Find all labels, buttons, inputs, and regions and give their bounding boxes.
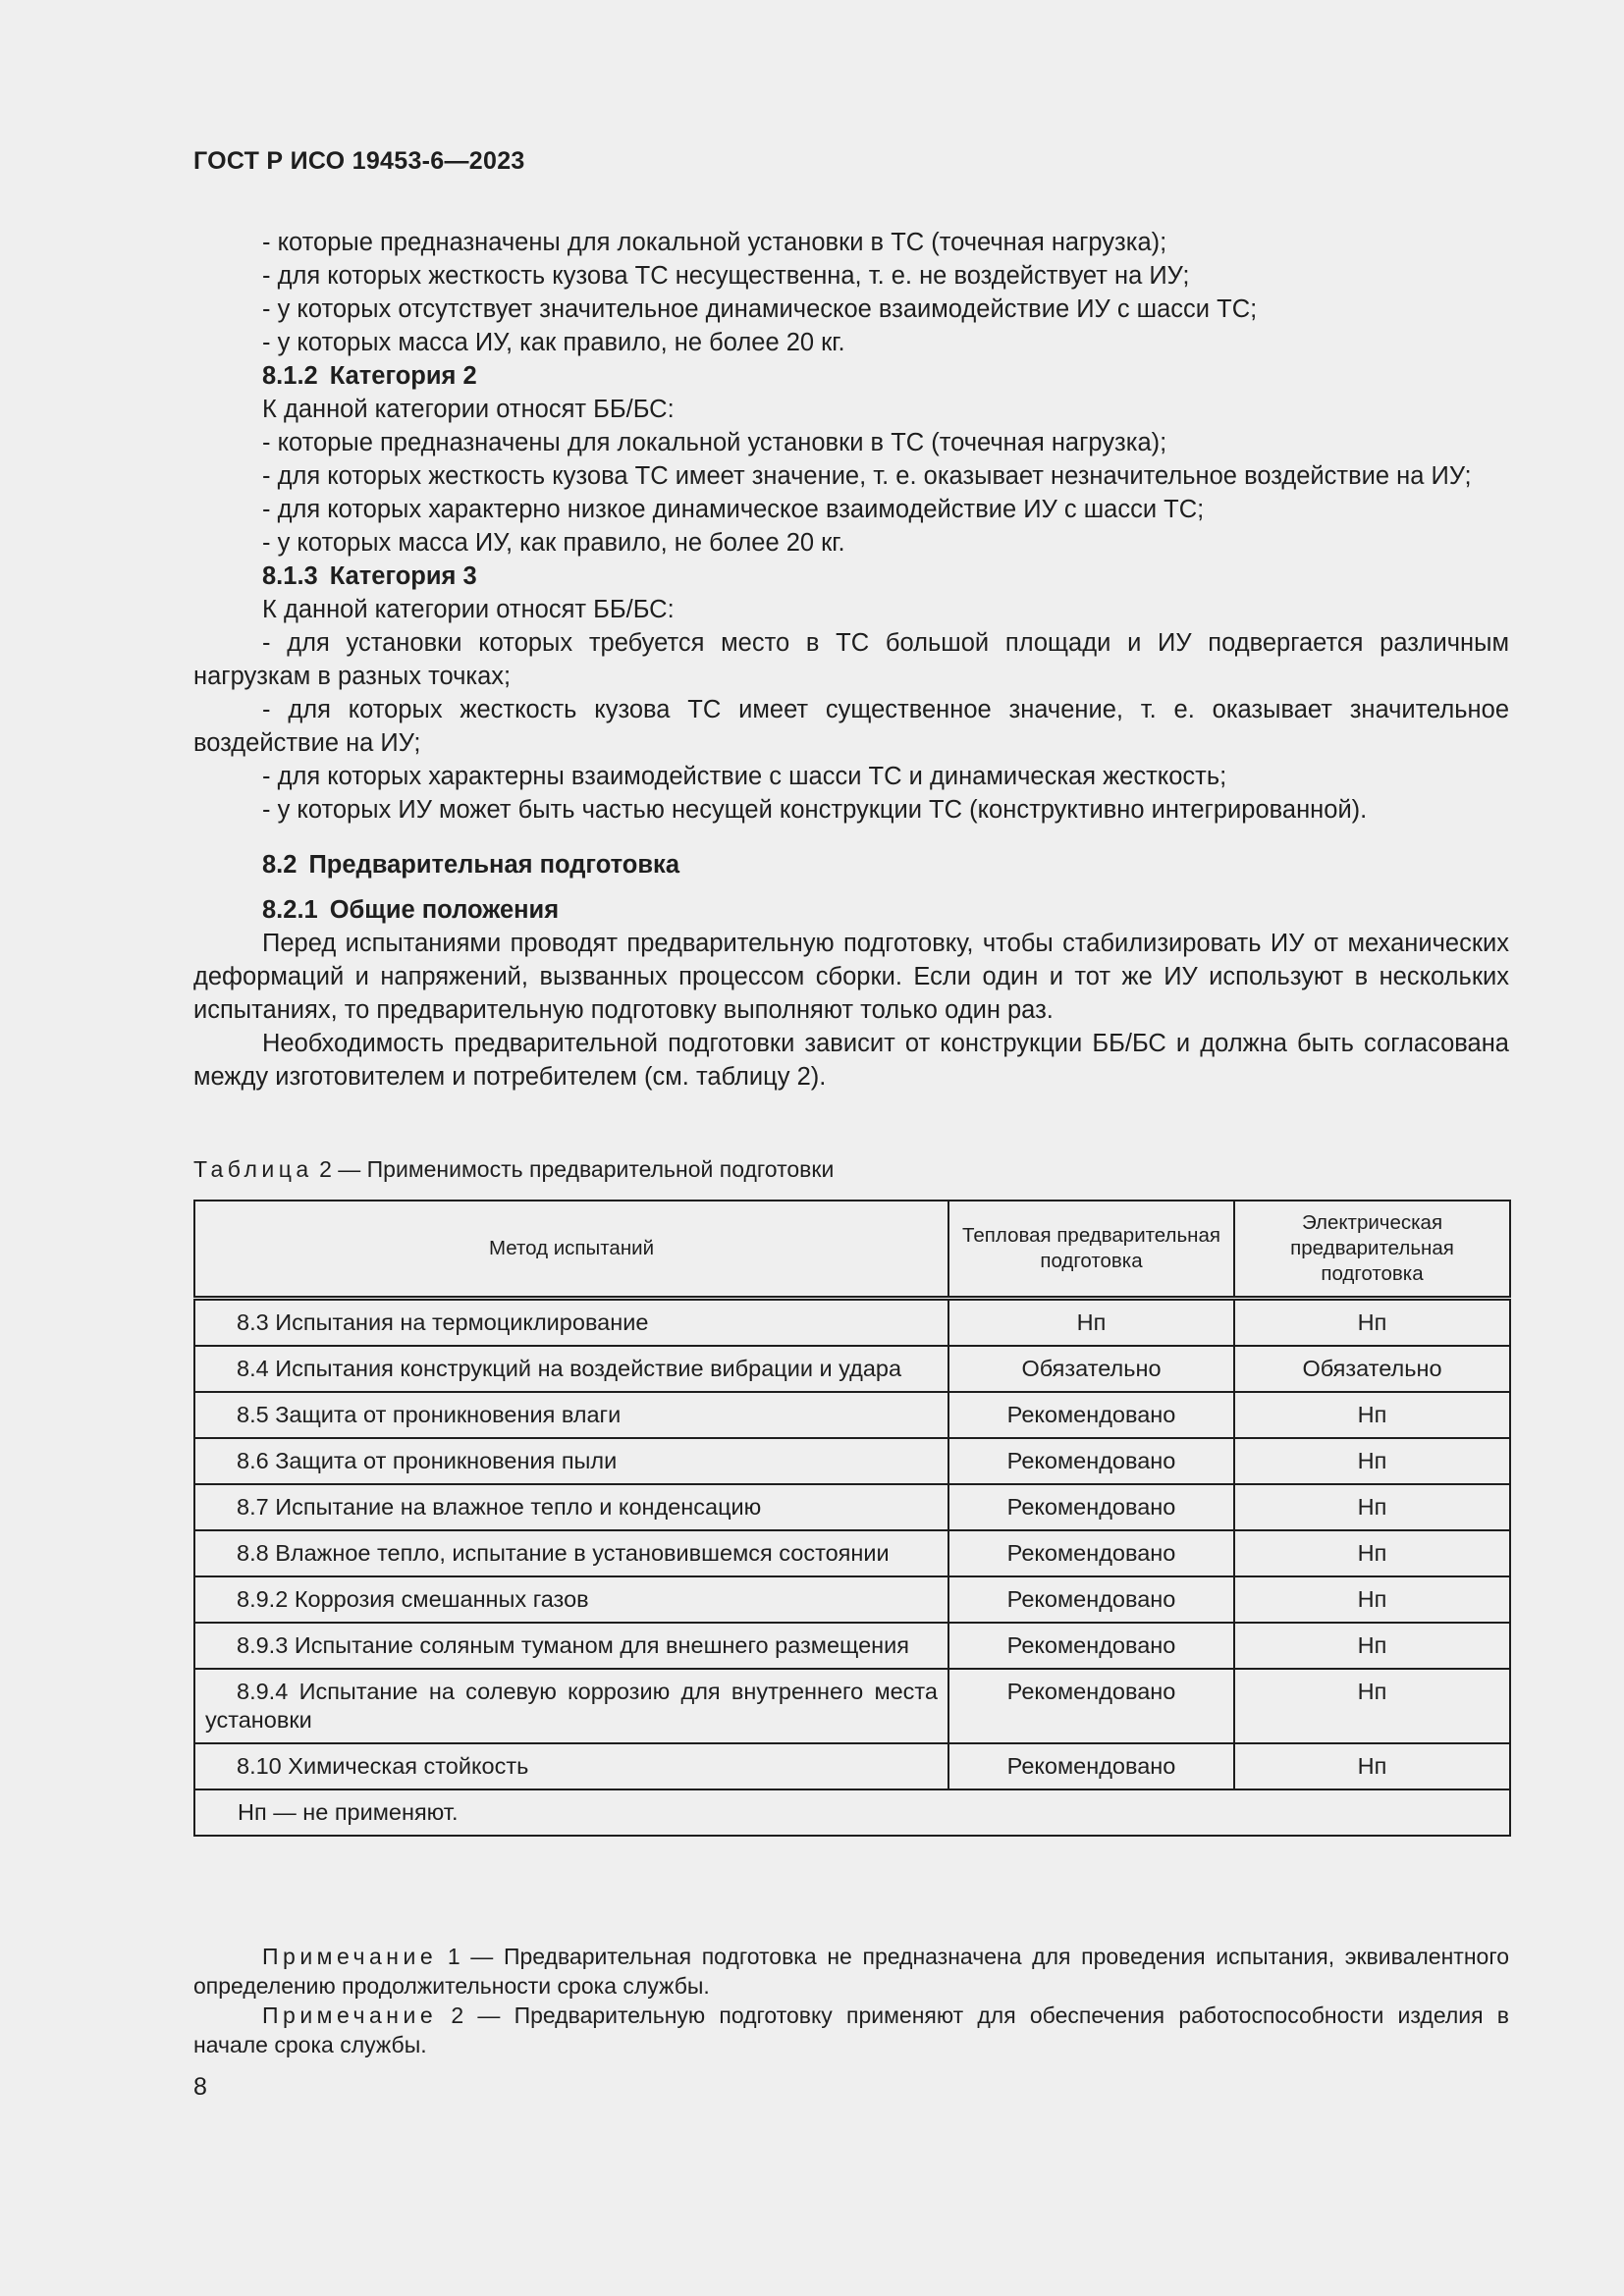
electric-cell: Нп (1234, 1576, 1510, 1623)
method-number: 8.9.2 (237, 1586, 289, 1612)
list-item: - которые предназначены для локальной установки в ТС (точечная нагрузка); (262, 229, 1167, 256)
section-heading-8-2 (193, 848, 1509, 881)
list-item: - для которых жесткость кузова ТС имеет значение, т. е. оказывает незначительное воздействие на ИУ; (262, 462, 1472, 490)
method-name: Испытание на влажное тепло и конденсацию (275, 1494, 762, 1520)
body-text (193, 226, 1509, 1094)
thermal-cell: Рекомендовано (948, 1530, 1234, 1576)
document-page (193, 0, 1509, 2296)
list-item: - которые предназначены для локальной установки в ТС (точечная нагрузка); (262, 429, 1167, 456)
applicability-table (193, 1200, 1511, 1837)
method-name: Влажное тепло, испытание в установившемся состоянии (275, 1540, 890, 1566)
paragraph: Перед испытаниями проводят предварительную подготовку, чтобы стабилизировать ИУ от механических деформаций и напряжений, вызванных процессом сборки. Если один и тот же ИУ используют в нескольких испытаниях, то предварительную подготовку выполняют только один раз. (193, 930, 1509, 1024)
table-caption-label: Таблица (193, 1156, 313, 1182)
section-heading-8-1-3 (193, 560, 1509, 593)
section-intro: К данной категории относят ББ/БС: (262, 596, 675, 623)
header-thermal: Тепловая предварительная подготовка (948, 1201, 1234, 1299)
electric-cell: Нп (1234, 1623, 1510, 1669)
thermal-cell: Рекомендовано (948, 1438, 1234, 1484)
note-text: 1 — Предварительная подготовка не предназначена для проведения испытания, эквивалентного определению продолжительности срока службы. (193, 1944, 1509, 1999)
method-cell (194, 1299, 948, 1347)
list-item: - у которых масса ИУ, как правило, не более 20 кг. (262, 329, 845, 356)
method-number: 8.5 (237, 1402, 269, 1427)
list-item: - у которых масса ИУ, как правило, не более 20 кг. (262, 529, 845, 557)
table-caption-text: 2 — Применимость предварительной подготовки (319, 1156, 835, 1182)
notes-block (193, 1942, 1509, 2059)
thermal-cell: Рекомендовано (948, 1484, 1234, 1530)
method-cell (194, 1392, 948, 1438)
note-label: Примечание (262, 1944, 438, 1969)
section-number: 8.2 (262, 851, 298, 879)
section-heading-8-2-1 (193, 893, 1509, 927)
table-row (194, 1530, 1510, 1576)
method-name: Испытания конструкций на воздействие вибрации и удара (275, 1356, 902, 1381)
method-number: 8.9.4 (237, 1679, 289, 1704)
table-row (194, 1346, 1510, 1392)
electric-cell: Нп (1234, 1743, 1510, 1789)
note (193, 2001, 1509, 2059)
section-number: 8.1.2 (262, 362, 318, 390)
table-footnote: Нп — не применяют. (194, 1789, 1510, 1836)
note-label: Примечание (262, 2002, 438, 2028)
method-name: Химическая стойкость (288, 1753, 529, 1779)
note (193, 1942, 1509, 2001)
table-row (194, 1623, 1510, 1669)
method-name: Защита от проникновения влаги (275, 1402, 622, 1427)
method-number: 8.4 (237, 1356, 269, 1381)
list-item: - у которых ИУ может быть частью несущей конструкции ТС (конструктивно интегрированной). (262, 796, 1368, 824)
method-name: Испытание на солевую коррозию для внутреннего места установки (205, 1679, 938, 1733)
table-row (194, 1392, 1510, 1438)
section-number: 8.2.1 (262, 896, 318, 924)
list-item: - для которых характерны взаимодействие с шасси ТС и динамическая жесткость; (262, 763, 1227, 790)
electric-cell: Нп (1234, 1392, 1510, 1438)
electric-cell: Нп (1234, 1484, 1510, 1530)
table-row (194, 1743, 1510, 1789)
section-intro: К данной категории относят ББ/БС: (262, 396, 675, 423)
method-name: Коррозия смешанных газов (294, 1586, 589, 1612)
table-row (194, 1576, 1510, 1623)
thermal-cell: Нп (948, 1299, 1234, 1347)
section-title: Предварительная подготовка (308, 851, 679, 879)
method-name: Защита от проникновения пыли (275, 1448, 618, 1473)
thermal-cell: Рекомендовано (948, 1623, 1234, 1669)
method-number: 8.7 (237, 1494, 269, 1520)
section-heading-8-1-2 (193, 359, 1509, 393)
list-item: - для которых характерно низкое динамическое взаимодействие ИУ с шасси ТС; (262, 496, 1205, 523)
table-header-row (194, 1201, 1510, 1299)
section-title: Общие положения (329, 896, 560, 924)
method-name: Испытание соляным туманом для внешнего размещения (294, 1632, 909, 1658)
list-item: - у которых отсутствует значительное динамическое взаимодействие ИУ с шасси ТС; (262, 295, 1258, 323)
header-electric: Электрическая предварительная подготовка (1234, 1201, 1510, 1299)
method-number: 8.9.3 (237, 1632, 289, 1658)
section-title: Категория 2 (329, 362, 477, 390)
list-item: - для установки которых требуется место в ТС большой площади и ИУ подвергается различным нагрузкам в разных точках; (193, 629, 1509, 690)
method-cell (194, 1438, 948, 1484)
section-title: Категория 3 (329, 562, 477, 590)
method-cell (194, 1484, 948, 1530)
method-number: 8.3 (237, 1309, 269, 1335)
method-cell (194, 1623, 948, 1669)
method-number: 8.6 (237, 1448, 269, 1473)
section-number: 8.1.3 (262, 562, 318, 590)
table-row (194, 1669, 1510, 1743)
page-number: 8 (193, 2073, 207, 2101)
method-name: Испытания на термоциклирование (275, 1309, 649, 1335)
method-cell (194, 1743, 948, 1789)
method-cell (194, 1346, 948, 1392)
note-text: 2 — Предварительную подготовку применяют для обеспечения работоспособности изделия в начале срока службы. (193, 2002, 1509, 2057)
thermal-cell: Обязательно (948, 1346, 1234, 1392)
method-cell (194, 1669, 948, 1743)
electric-cell: Нп (1234, 1299, 1510, 1347)
method-number: 8.10 (237, 1753, 282, 1779)
document-header: ГОСТ Р ИСО 19453-6—2023 (193, 147, 525, 175)
electric-cell: Нп (1234, 1438, 1510, 1484)
table-footnote-row (194, 1789, 1510, 1836)
method-number: 8.8 (237, 1540, 269, 1566)
thermal-cell: Рекомендовано (948, 1669, 1234, 1743)
table-caption (193, 1156, 834, 1183)
electric-cell: Обязательно (1234, 1346, 1510, 1392)
header-test-method: Метод испытаний (194, 1201, 948, 1299)
electric-cell: Нп (1234, 1669, 1510, 1743)
list-item: - для которых жесткость кузова ТС имеет существенное значение, т. е. оказывает значительное воздействие на ИУ; (193, 696, 1509, 757)
electric-cell: Нп (1234, 1530, 1510, 1576)
table-row (194, 1484, 1510, 1530)
thermal-cell: Рекомендовано (948, 1743, 1234, 1789)
method-cell (194, 1530, 948, 1576)
table-row (194, 1438, 1510, 1484)
paragraph: Необходимость предварительной подготовки зависит от конструкции ББ/БС и должна быть согласована между изготовителем и потребителем (см. таблицу 2). (193, 1030, 1509, 1091)
table-row (194, 1299, 1510, 1347)
thermal-cell: Рекомендовано (948, 1392, 1234, 1438)
thermal-cell: Рекомендовано (948, 1576, 1234, 1623)
method-cell (194, 1576, 948, 1623)
list-item: - для которых жесткость кузова ТС несущественна, т. е. не воздействует на ИУ; (262, 262, 1190, 290)
